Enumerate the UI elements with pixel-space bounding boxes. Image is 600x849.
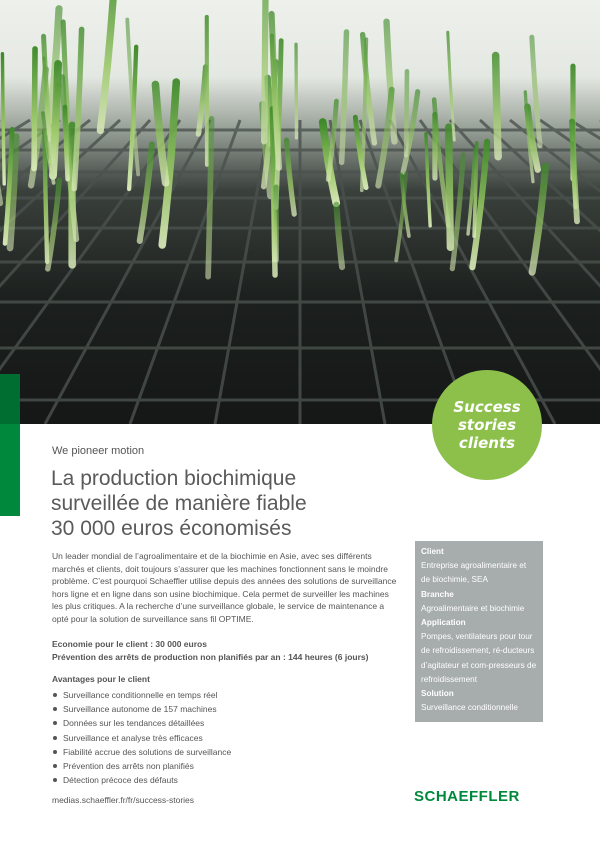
list-item: Détection précoce des défauts xyxy=(52,773,231,787)
seedling-leaf xyxy=(496,55,498,156)
seedling-leaf xyxy=(449,127,451,247)
list-item: Surveillance et analyse très efficaces xyxy=(52,731,231,745)
seedling-leaf xyxy=(65,107,68,179)
badge-line: stories xyxy=(457,416,517,434)
seedling-leaf xyxy=(100,0,115,130)
brand-side-bar-accent xyxy=(0,374,20,424)
seedling-leaf xyxy=(208,119,211,277)
savings-line: Prévention des arrêts de production non planifiés par an : 144 heures (6 jours) xyxy=(52,651,369,662)
application-label: Application xyxy=(421,618,466,628)
benefits-list xyxy=(52,688,231,787)
badge-line: Success xyxy=(453,398,521,416)
hero-image-seedlings xyxy=(0,0,600,424)
client-info-box xyxy=(415,541,543,722)
savings-summary xyxy=(52,638,402,663)
solution-label: Solution xyxy=(421,689,454,699)
tagline: We pioneer motion xyxy=(52,445,145,457)
seedling-leaf xyxy=(2,54,4,184)
seedling-leaf xyxy=(336,205,342,267)
list-item: Surveillance autonome de 157 machines xyxy=(52,702,231,716)
seedling-leaf xyxy=(264,0,266,141)
title-line: surveillée de manière fiable xyxy=(51,492,307,515)
application-value: Pompes, ventilateurs pour tour de refroidissement, ré-ducteurs d’agitateur et com-presseurs de refroidissement xyxy=(421,632,537,684)
seedling-leaf xyxy=(48,180,60,269)
seedling-leaf xyxy=(426,134,430,226)
branche-label: Branche xyxy=(421,589,454,599)
seedling-leaf xyxy=(342,32,347,162)
list-item: Fiabilité accrue des solutions de surveillance xyxy=(52,745,231,759)
seedling-leaf xyxy=(34,49,35,169)
branche-value: Agroalimentaire et biochimie xyxy=(421,603,525,613)
page-title xyxy=(51,466,431,541)
badge-line: clients xyxy=(458,434,516,452)
schaeffler-logo: SCHAEFFLER xyxy=(414,788,520,805)
tray-column-line xyxy=(0,120,180,424)
seedling-tray-illustration xyxy=(0,0,600,424)
title-line: La production biochimique xyxy=(51,467,297,490)
success-stories-badge xyxy=(432,370,542,480)
intro-paragraph: Un leader mondial de l’agroalimentaire et de la biochimie en Asie, avec ses différents marchés et clients, doit toujours s’assurer que les machines fonctionnent sans le moindre problème. C’est pourquoi Schaeffler utilise depuis des années des solutions de surveillance hors ligne et en ligne dans son usine biochimique. Cela permet de surveiller les machines les plus critiques. A la recherche d’une surveillance globale, le service de maintenance a opté pour la solution de surveillance sans fil OPTIME. xyxy=(52,551,397,624)
savings-line: Economie pour le client : 30 000 euros xyxy=(52,639,207,649)
seedling-leaf xyxy=(53,64,58,176)
client-label: Client xyxy=(421,547,444,556)
list-item: Données sur les tendances détaillées xyxy=(52,716,231,730)
seedling-leaf xyxy=(406,71,407,155)
seedling-leaf xyxy=(198,67,205,134)
client-value: Entreprise agroalimentaire et de biochimie, SEA xyxy=(421,561,527,585)
title-line: 30 000 euros économisés xyxy=(51,517,292,540)
benefits-heading: Avantages pour le client xyxy=(52,674,150,684)
seedling-leaf xyxy=(155,84,165,183)
list-item: Surveillance conditionnelle en temps réel xyxy=(52,688,231,702)
seedling-leaf xyxy=(74,29,81,188)
list-item: Prévention des arrêts non planifiés xyxy=(52,759,231,773)
solution-value: Surveillance conditionnelle xyxy=(421,703,518,713)
success-stories-link[interactable]: medias.schaeffler.fr/fr/success-stories xyxy=(52,795,195,805)
seedling-leaf xyxy=(140,144,152,241)
